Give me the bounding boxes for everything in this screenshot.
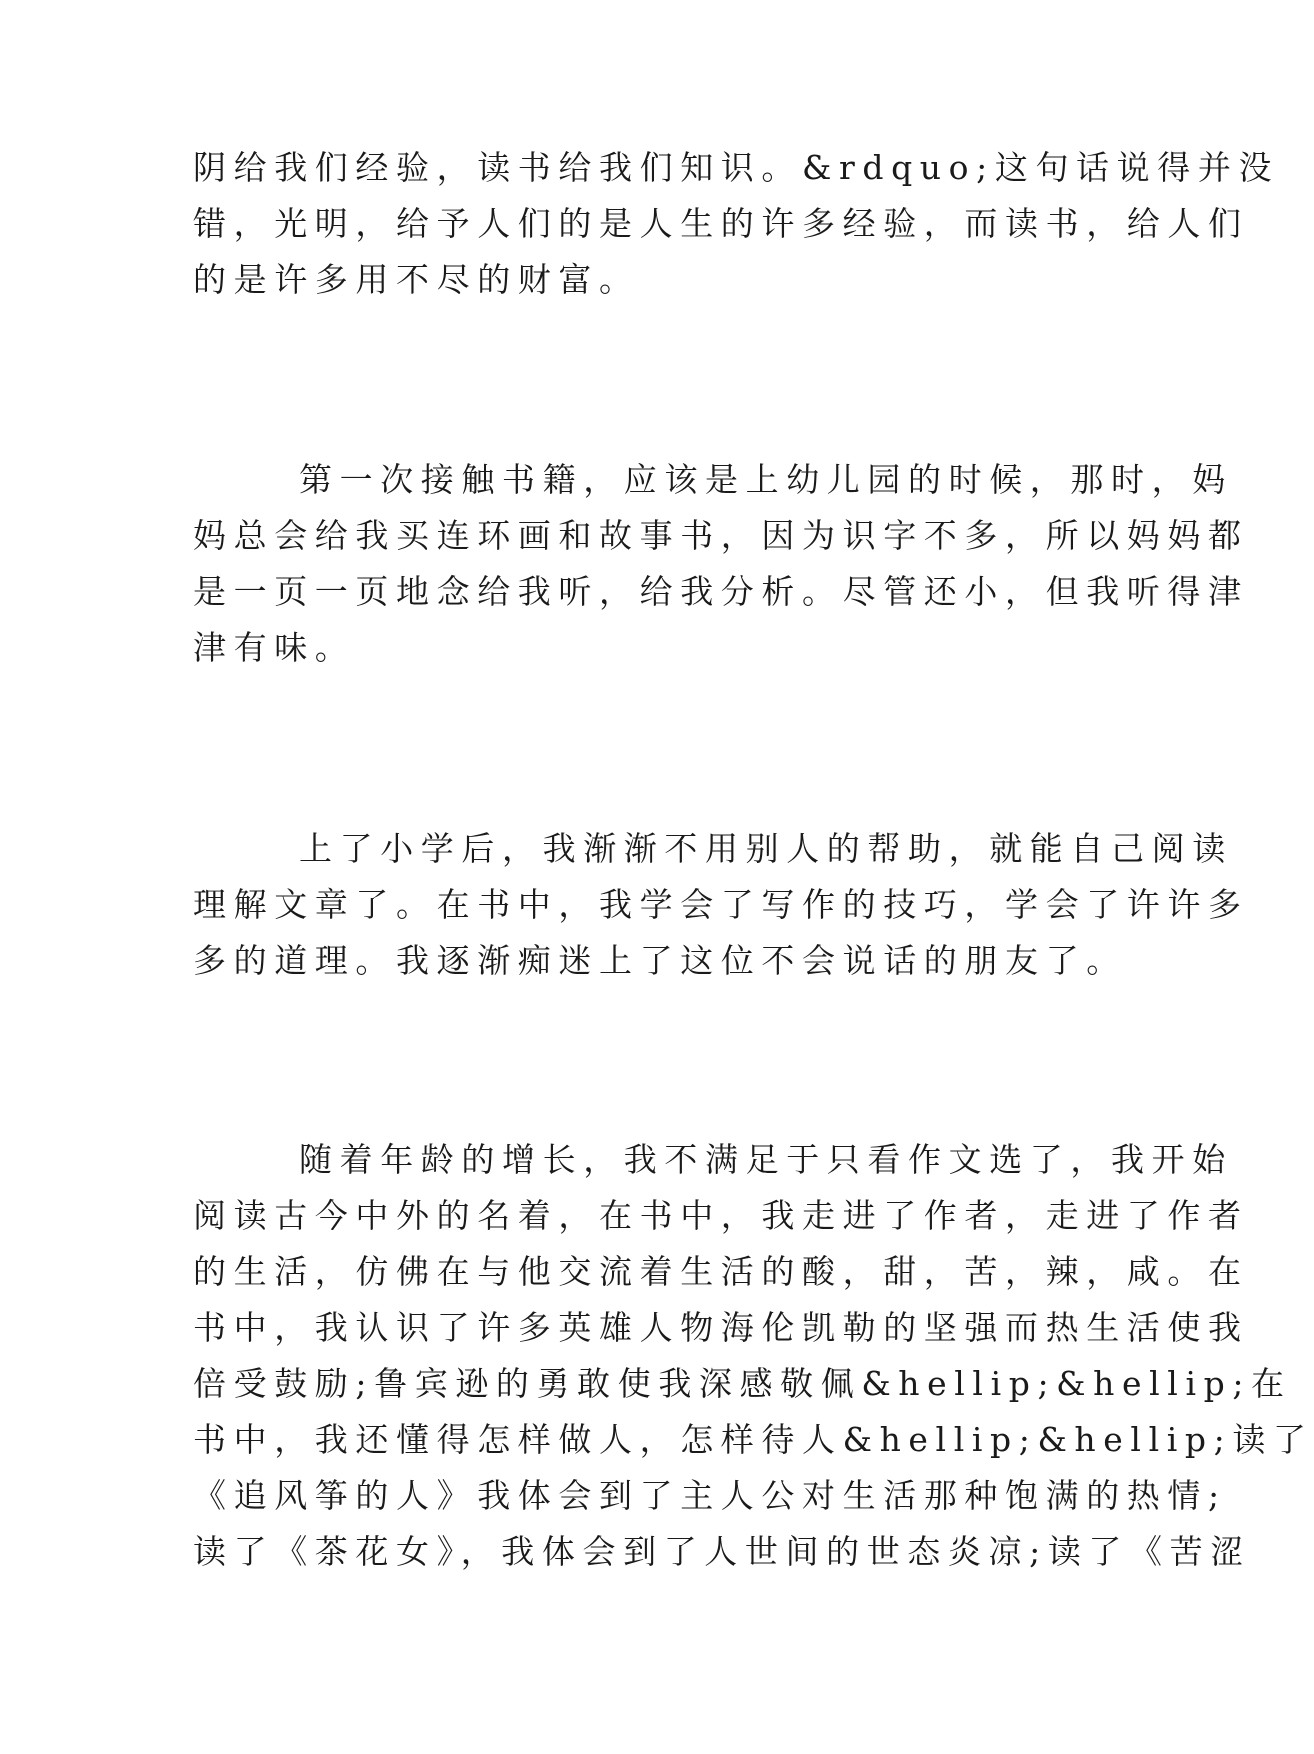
paragraph-4-line-8: 读了《茶花女》，我体会到了人世间的世态炎凉;读了《苦涩	[193, 1532, 1251, 1571]
paragraph-3-line-2: 理解文章了。在书中，我学会了写作的技巧，学会了许许多	[193, 885, 1249, 924]
paragraph-3-line-3: 多的道理。我逐渐痴迷上了这位不会说话的朋友了。	[193, 941, 1127, 980]
paragraph-4-line-6: 书中，我还懂得怎样做人，怎样待人&hellip;&hellip;读了	[193, 1420, 1314, 1459]
paragraph-4-line-4: 书中，我认识了许多英雄人物海伦凯勒的坚强而热生活使我	[193, 1308, 1249, 1347]
paragraph-3-line-1: 上了小学后，我渐渐不用别人的帮助，就能自己阅读	[299, 829, 1233, 868]
paragraph-2-line-2: 妈总会给我买连环画和故事书，因为识字不多，所以妈妈都	[193, 516, 1249, 555]
paragraph-2-line-3: 是一页一页地念给我听，给我分析。尽管还小，但我听得津	[193, 572, 1249, 611]
paragraph-4-line-7: 《追风筝的人》我体会到了主人公对生活那种饱满的热情;	[193, 1476, 1227, 1515]
paragraph-2-line-4: 津有味。	[193, 628, 356, 667]
paragraph-1-line-2: 错，光明，给予人们的是人生的许多经验，而读书，给人们	[193, 204, 1249, 243]
paragraph-4-line-5: 倍受鼓励;鲁宾逊的勇敢使我深感敬佩&hellip;&hellip;在	[193, 1364, 1292, 1403]
paragraph-4-line-2: 阅读古今中外的名着，在书中，我走进了作者，走进了作者	[193, 1196, 1249, 1235]
paragraph-1-line-3: 的是许多用不尽的财富。	[193, 260, 640, 299]
paragraph-4-line-1: 随着年龄的增长，我不满足于只看作文选了，我开始	[299, 1140, 1233, 1179]
paragraph-1-line-1: 阴给我们经验，读书给我们知识。&rdquo;这句话说得并没	[193, 148, 1280, 187]
paragraph-4-line-3: 的生活，仿佛在与他交流着生活的酸，甜，苦，辣，咸。在	[193, 1252, 1249, 1291]
paragraph-2-line-1: 第一次接触书籍，应该是上幼儿园的时候，那时，妈	[299, 460, 1233, 499]
